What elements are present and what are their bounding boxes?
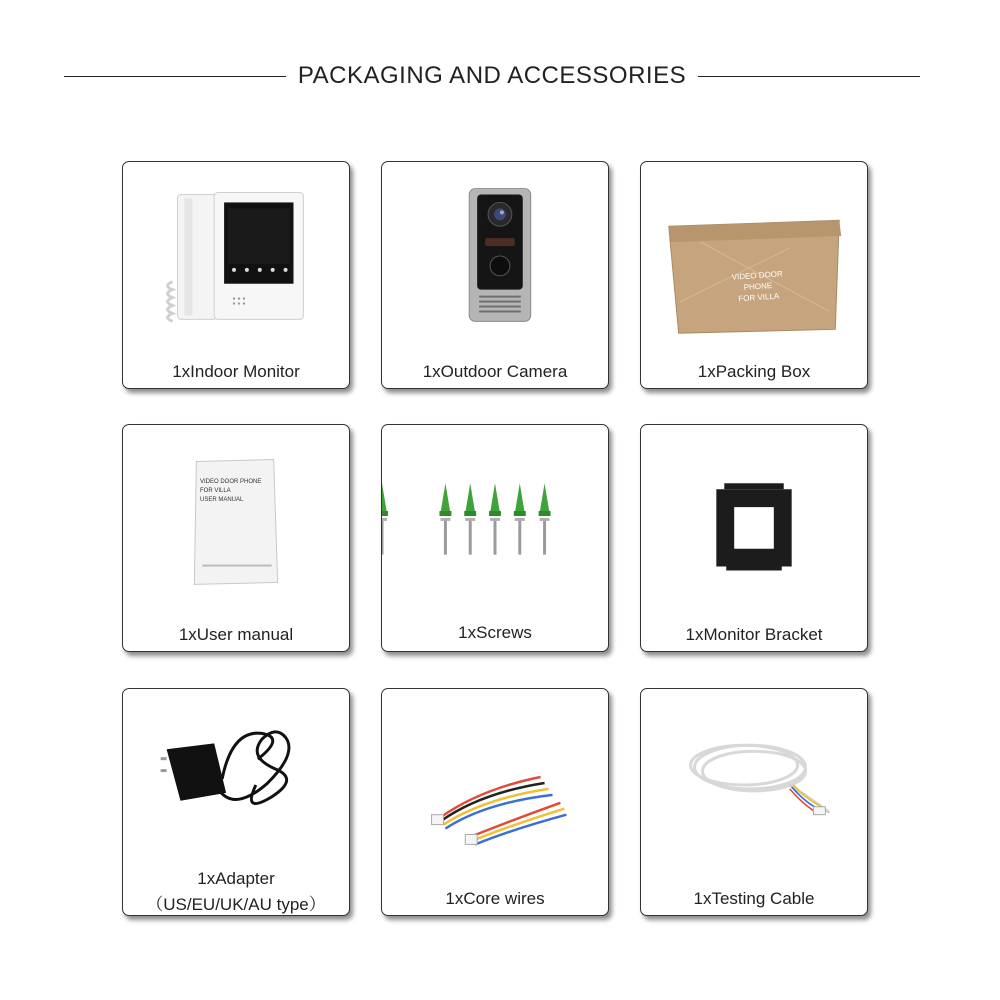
item-caption: 1xOutdoor Camera [422, 362, 568, 381]
outdoor-camera-icon [382, 162, 608, 342]
manual-print [200, 478, 280, 505]
item-caption-line2: （US/EU/UK/AU type） [146, 895, 326, 914]
accessory-card-indoor-monitor [122, 161, 350, 389]
box-print-line2: FOR VILLA [738, 291, 780, 304]
accessory-card-outdoor-camera [381, 161, 609, 389]
page-title: PACKAGING AND ACCESSORIES [297, 62, 687, 89]
item-caption: 1xCore wires [445, 889, 545, 908]
packing-box-icon [641, 162, 867, 342]
accessory-card-screws [381, 424, 609, 652]
accessory-card-adapter [122, 688, 350, 916]
accessory-card-testing-cable [640, 688, 868, 916]
screws-icon [382, 425, 608, 605]
header-rule-left [64, 76, 286, 77]
item-caption: 1xUser manual [178, 625, 294, 644]
power-adapter-icon [123, 689, 349, 869]
core-wires-icon [382, 689, 608, 869]
manual-print-line2: FOR VILLA [200, 488, 231, 494]
item-caption-line1: 1xAdapter [197, 869, 275, 888]
item-caption: 1xPacking Box [697, 362, 811, 381]
section-header [64, 58, 920, 94]
item-caption: 1xIndoor Monitor [172, 362, 300, 381]
accessory-card-core-wires [381, 688, 609, 916]
item-caption: 1xScrews [458, 623, 532, 642]
indoor-monitor-icon [123, 162, 349, 342]
manual-print-line3: USER MANUAL [200, 497, 244, 503]
monitor-bracket-icon [641, 425, 867, 605]
box-print-line1: VIDEO DOOR PHONE [731, 269, 784, 292]
manual-print-line1: VIDEO DOOR PHONE [200, 479, 262, 485]
box-print [717, 267, 799, 306]
item-caption: 1xMonitor Bracket [685, 625, 823, 644]
testing-cable-icon [641, 689, 867, 869]
item-caption: 1xTesting Cable [693, 889, 815, 908]
accessory-card-user-manual [122, 424, 350, 652]
header-rule-right [698, 76, 920, 77]
accessory-card-monitor-bracket [640, 424, 868, 652]
user-manual-icon [123, 425, 349, 605]
